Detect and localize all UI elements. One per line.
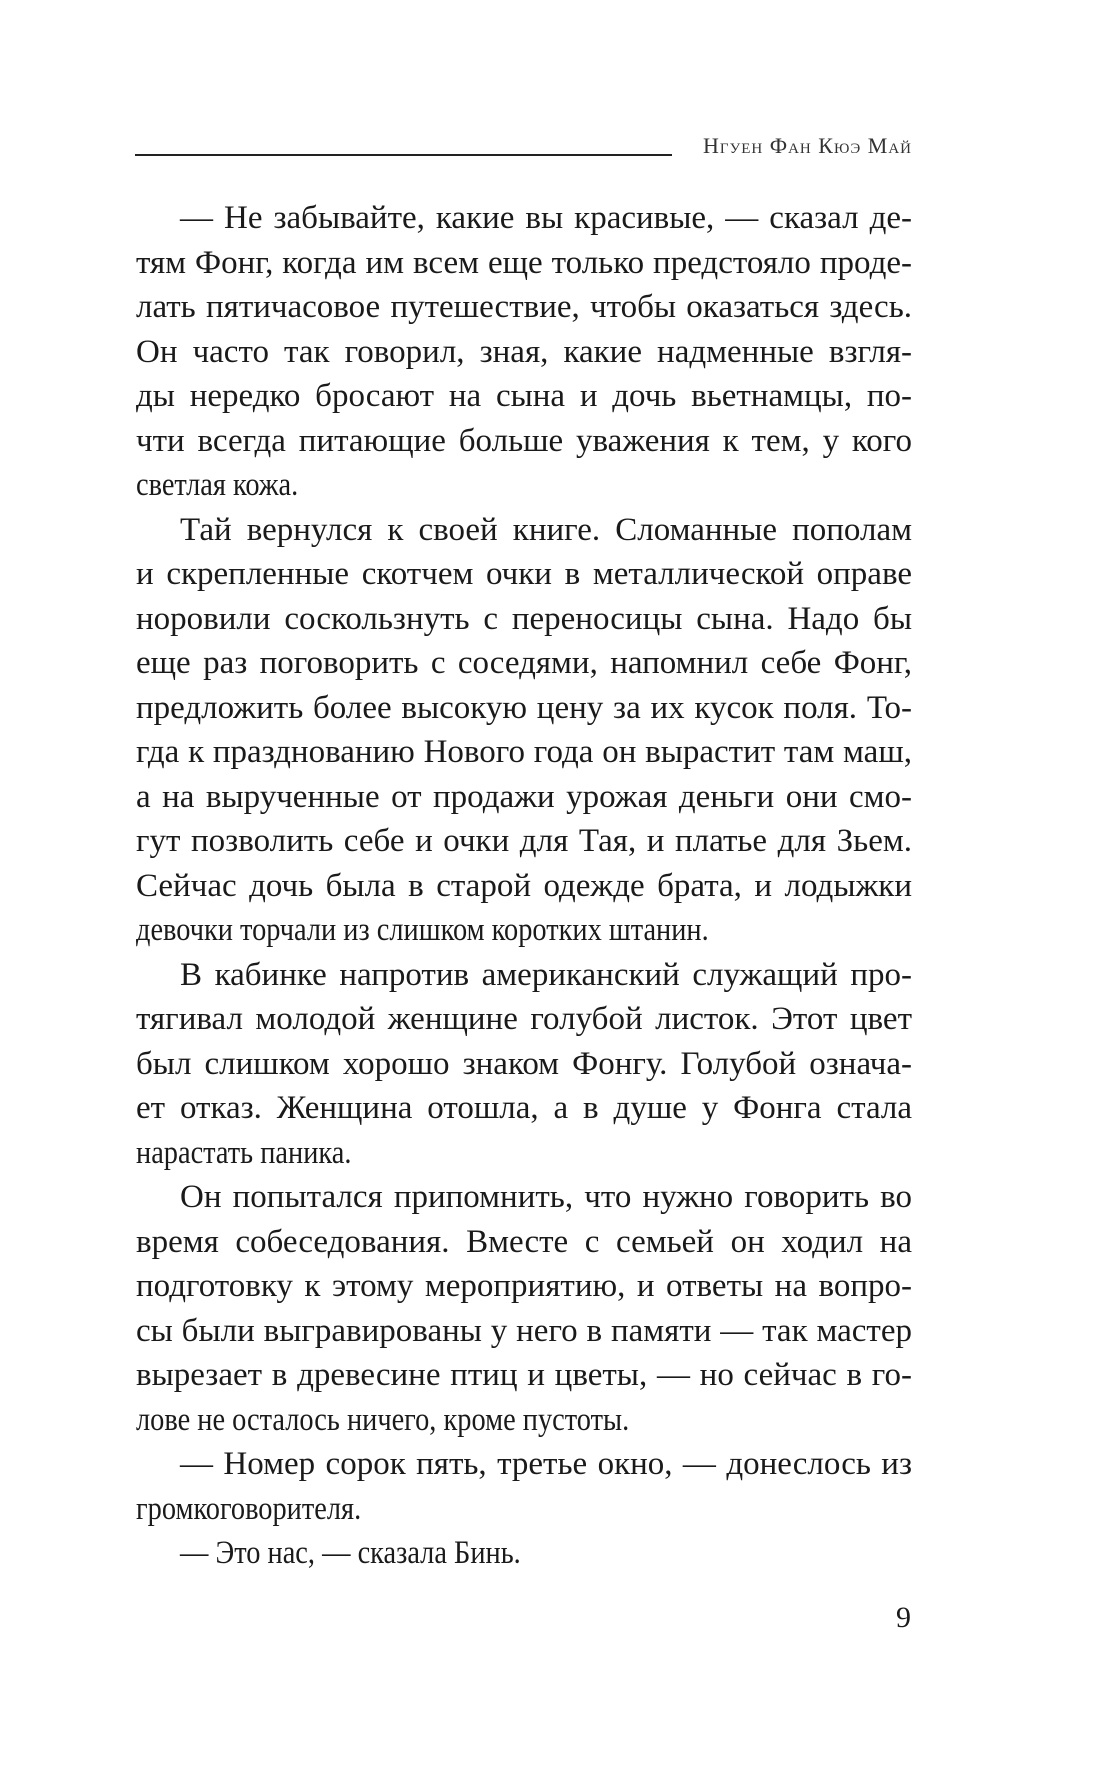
text-line: предложить более высокую цену за их кусок поля. То- (136, 689, 912, 726)
text-line: и скрепленные скотчем очки в металлической оправе (136, 556, 912, 592)
text-line: был слишком хорошо знаком Фонгу. Голубой означа- (136, 1045, 912, 1082)
text-line: — Не забывайте, какие вы красивые, — сказал де- (180, 200, 912, 236)
text-line: — Это нас, — сказала Бинь. (180, 1535, 521, 1571)
text-line: лове не осталось ничего, кроме пустоты. (136, 1401, 630, 1438)
text-line: ет отказ. Женщина отошла, а в душе у Фонга стала (136, 1090, 912, 1126)
page-number: 9 (896, 1601, 911, 1634)
running-title: Нгуен Фан Кюэ Май (703, 133, 912, 158)
body-text (136, 196, 912, 1576)
text-line: Он часто так говорил, зная, какие надменные взгля- (136, 333, 912, 370)
text-line: ды нередко бросают на сына и дочь вьетнамцы, по- (136, 378, 912, 414)
text-line: Тай вернулся к своей книге. Сломанные пополам (180, 511, 912, 548)
text-line: а на вырученные от продажи урожая деньги они смо- (136, 778, 912, 815)
text-line: Он попытался припомнить, что нужно говорить во (180, 1179, 912, 1215)
text-line: еще раз поговорить с соседями, напомнил себе Фонг, (136, 645, 912, 681)
text-line: гут позволить себе и очки для Тая, и платье для Зьем. (136, 823, 912, 859)
text-line: тям Фонг, когда им всем еще только предстояло проде- (136, 244, 912, 281)
text-line: Сейчас дочь была в старой одежде брата, и лодыжки (136, 867, 912, 904)
text-line: время собеседования. Вместе с семьей он ходил на (136, 1223, 912, 1260)
text-line: гда к празднованию Нового года он вырастит там маш, (136, 734, 912, 770)
text-line: тягивал молодой женщине голубой листок. Этот цвет (136, 1001, 912, 1037)
text-line: громкоговорителя. (136, 1490, 362, 1527)
text-line: подготовку к этому мероприятию, и ответы на вопро- (136, 1268, 912, 1304)
text-line: чти всегда питающие больше уважения к тем, у кого (136, 422, 912, 459)
text-line: лать пятичасовое путешествие, чтобы оказаться здесь. (136, 289, 912, 325)
text-line: светлая кожа. (136, 467, 299, 503)
text-line: сы были выгравированы у него в памяти — так мастер (136, 1312, 912, 1349)
text-line: — Номер сорок пять, третье окно, — донеслось из (180, 1446, 912, 1482)
header-rule (135, 154, 672, 156)
text-line: нарастать паника. (136, 1134, 352, 1171)
text-line: норовили соскользнуть с переносицы сына. Надо бы (136, 600, 912, 637)
text-line: девочки торчали из слишком коротких штанин. (136, 912, 709, 948)
running-header (135, 132, 912, 160)
text-line: В кабинке напротив американский служащий про- (180, 956, 912, 993)
text-line: вырезает в древесине птиц и цветы, — но сейчас в го- (136, 1357, 912, 1393)
